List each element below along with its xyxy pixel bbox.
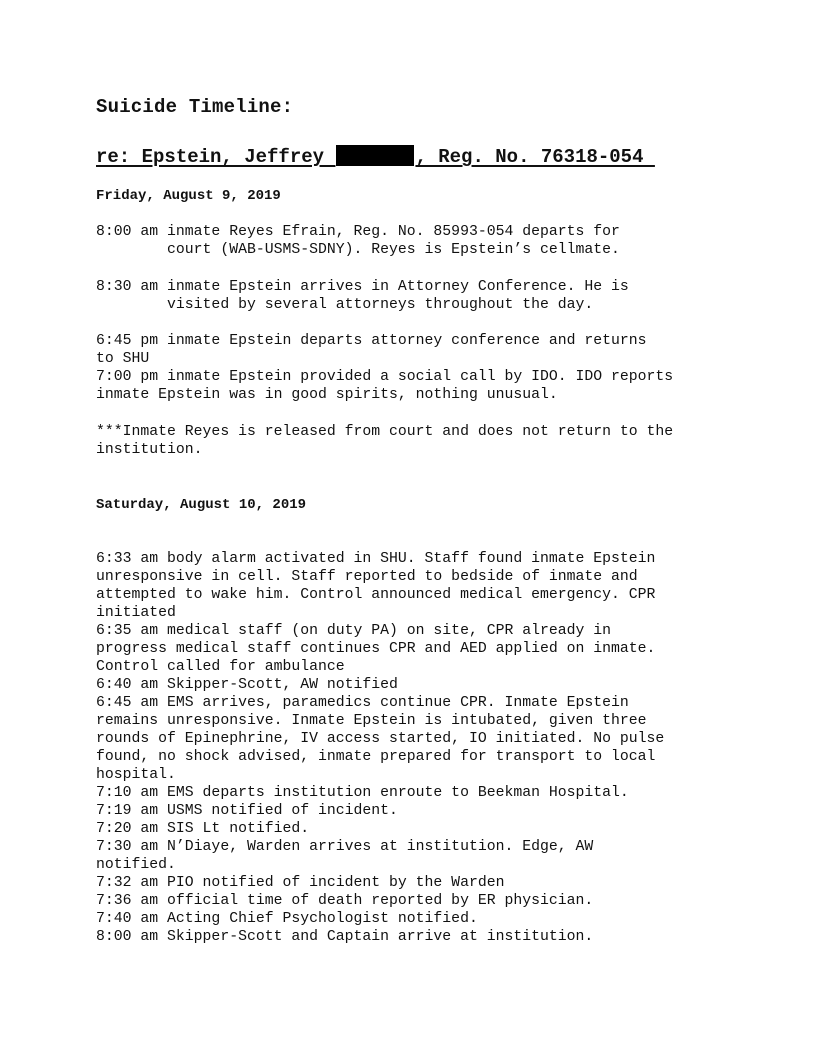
section-heading-saturday: Saturday, August 10, 2019 [96, 497, 307, 513]
document-subtitle [96, 145, 655, 168]
document-title: Suicide Timeline: [96, 96, 294, 118]
subtitle-reg-number: , Reg. No. 76318-054 [415, 146, 655, 168]
timeline-entry: 8:00 am inmate Reyes Efrain, Reg. No. 85993-054 departs for court (WAB-USMS-SDNY). Reyes is Epstein’s cellmate. [96, 224, 620, 258]
timeline-entry: 6:33 am body alarm activated in SHU. Staff found inmate Epstein unresponsive in cell. Staff reported to bedside of inmate and attempted to wake him. Control announced medical emergency. CPR initiated 6:35 am medical staff (on duty PA) on site, CPR already in progress medical staff continues CPR and AED applied on inmate. Control called for ambulance 6:40 am Skipper-Scott, AW notified 6:45 am EMS arrives, paramedics continue CPR. Inmate Epstein remains unresponsive. Inmate Epstein is intubated, given three rounds of Epinephrine, IV access started, IO initiated. No pulse found, no shock advised, inmate prepared for transport to local hospital. 7:10 am EMS departs institution enroute to Beekman Hospital. 7:19 am USMS notified of incident. 7:20 am SIS Lt notified. 7:30 am N’Diaye, Warden arrives at institution. Edge, AW notified. 7:32 am PIO notified of incident by the Warden 7:36 am official time of death reported by ER physician. 7:40 am Acting Chief Psychologist notified. 8:00 am Skipper-Scott and Captain arrive at institution. [96, 551, 665, 945]
subtitle-name: re: Epstein, Jeffrey [96, 146, 336, 168]
redaction-block [336, 145, 414, 166]
section-heading-friday: Friday, August 9, 2019 [96, 188, 281, 204]
timeline-entry: 6:45 pm inmate Epstein departs attorney conference and returns to SHU 7:00 pm inmate Epstein provided a social call by IDO. IDO reports inmate Epstein was in good spirits, nothing unusual. [96, 333, 674, 403]
timeline-note: ***Inmate Reyes is released from court and does not return to the institution. [96, 424, 674, 458]
timeline-entry: 8:30 am inmate Epstein arrives in Attorney Conference. He is visited by several attorneys throughout the day. [96, 279, 629, 313]
